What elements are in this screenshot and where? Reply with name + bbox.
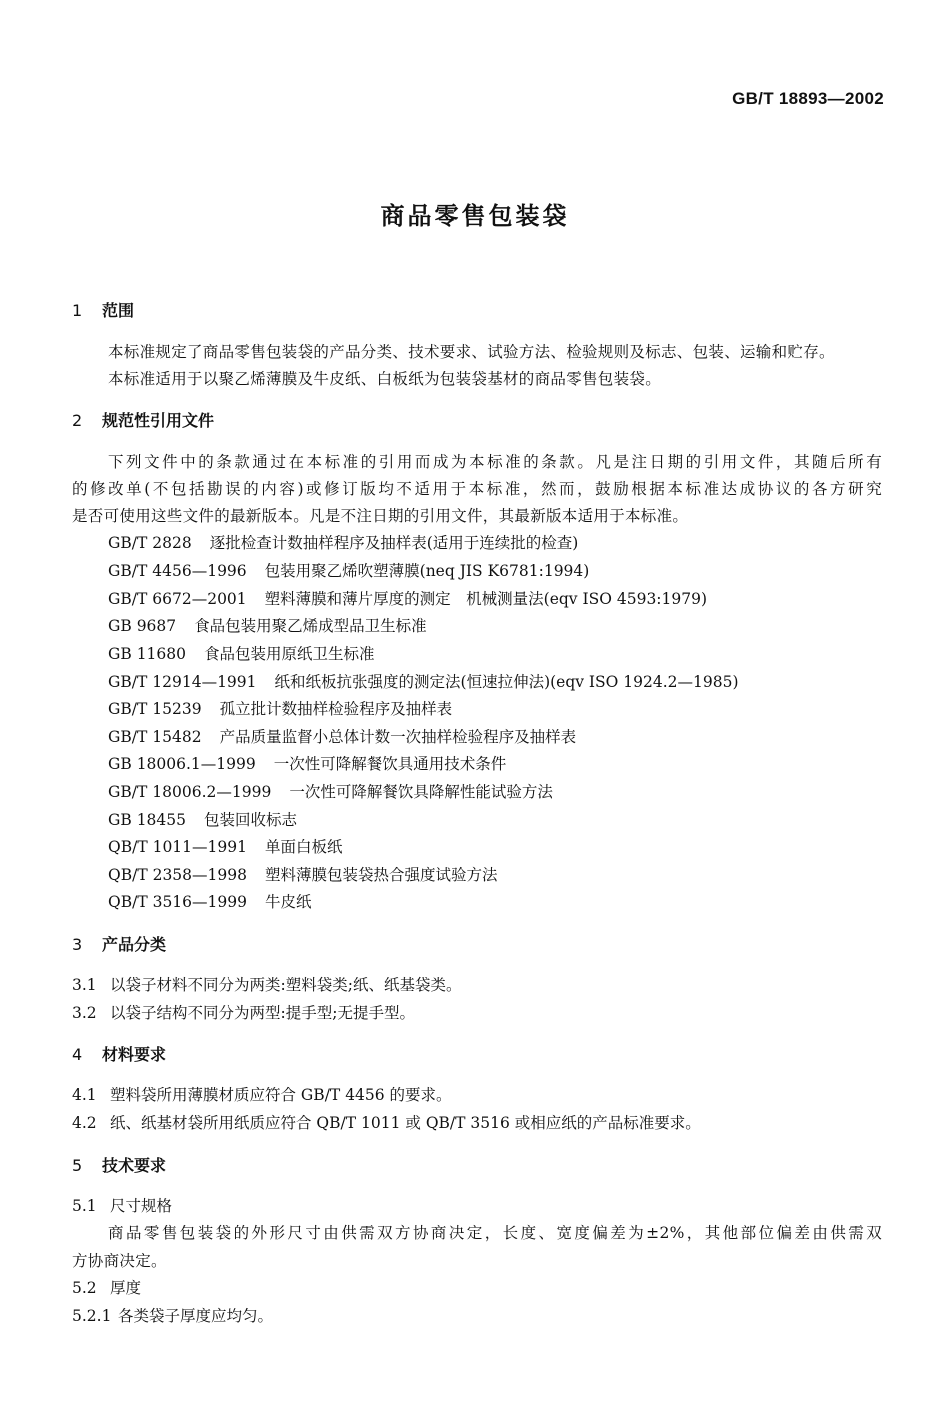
reference-item [108, 752, 506, 774]
clause-number: 4.2 [72, 1114, 97, 1132]
clause-text: 以袋子结构不同分为两型:提手型;无提手型。 [110, 1004, 415, 1022]
reference-item [108, 697, 452, 719]
clause-3-1 [72, 973, 461, 995]
size-paragraph-line-1: 商品零售包装袋的外形尺寸由供需双方协商决定，长度、宽度偏差为±2%，其他部位偏差由供需双 [108, 1224, 882, 1242]
reference-item [108, 670, 739, 692]
clause-text: 各类袋子厚度应均匀。 [118, 1307, 274, 1325]
section-title: 规范性引用文件 [102, 411, 215, 430]
reference-code: GB/T 12914—1991 [108, 673, 257, 691]
section-1-heading [72, 298, 134, 321]
clause-text: 塑料袋所用薄膜材质应符合 GB/T 4456 的要求。 [110, 1086, 452, 1104]
clause-5-2 [72, 1276, 141, 1298]
reference-item [108, 808, 297, 830]
reference-title: 孤立批计数抽样检验程序及抽样表 [219, 700, 453, 718]
reference-code: QB/T 2358—1998 [108, 866, 247, 884]
references-intro-line-3: 是否可使用这些文件的最新版本。凡是不注日期的引用文件，其最新版本适用于本标准。 [72, 507, 689, 525]
reference-title: 逐批检查计数抽样程序及抽样表(适用于连续批的检查) [209, 534, 579, 552]
references-intro-line-2: 的修改单(不包括勘误的内容)或修订版均不适用于本标准，然而，鼓励根据本标准达成协议的各方研究 [72, 480, 882, 498]
reference-item [108, 725, 576, 747]
section-number: 3 [72, 935, 83, 954]
document-title: 商品零售包装袋 [380, 202, 570, 230]
clause-text: 纸、纸基材袋所用纸质应符合 QB/T 1011 或 QB/T 3516 或相应纸的产品标准要求。 [110, 1114, 701, 1132]
section-title: 产品分类 [102, 935, 167, 954]
clause-number: 3.1 [72, 976, 97, 994]
section-title: 范围 [102, 301, 135, 320]
section-4-heading [72, 1042, 166, 1065]
references-intro-line-1: 下列文件中的条款通过在本标准的引用而成为本标准的条款。凡是注日期的引用文件，其随后所有 [108, 453, 882, 471]
reference-code: GB/T 2828 [108, 534, 192, 552]
section-2-heading [72, 408, 214, 431]
reference-title: 包装用聚乙烯吹塑薄膜(neq JIS K6781:1994) [264, 562, 590, 580]
reference-title: 塑料薄膜包装袋热合强度试验方法 [264, 866, 498, 884]
reference-title: 单面白板纸 [264, 838, 343, 856]
clause-text: 以袋子材料不同分为两类:塑料袋类;纸、纸基袋类。 [110, 976, 462, 994]
section-5-heading [72, 1153, 166, 1176]
reference-item [108, 890, 312, 912]
section-number: 2 [72, 411, 83, 430]
reference-code: GB/T 15482 [108, 728, 202, 746]
section-number: 5 [72, 1156, 83, 1175]
reference-code: GB 18006.1—1999 [108, 755, 256, 773]
reference-title: 一次性可降解餐饮具降解性能试验方法 [289, 783, 553, 801]
reference-title: 一次性可降解餐饮具通用技术条件 [273, 755, 507, 773]
clause-3-2 [72, 1001, 415, 1023]
reference-code: GB/T 4456—1996 [108, 562, 247, 580]
reference-code: GB 18455 [108, 811, 187, 829]
clause-number: 4.1 [72, 1086, 97, 1104]
clause-text: 尺寸规格 [110, 1197, 173, 1215]
reference-code: GB/T 18006.2—1999 [108, 783, 272, 801]
reference-title: 纸和纸板抗张强度的测定法(恒速拉伸法)(eqv ISO 1924.2—1985) [274, 673, 739, 691]
clause-number: 3.2 [72, 1004, 97, 1022]
reference-item [108, 863, 498, 885]
reference-title: 食品包装用原纸卫生标准 [204, 645, 375, 663]
reference-title: 塑料薄膜和薄片厚度的测定 机械测量法(eqv ISO 4593:1979) [264, 590, 708, 608]
reference-item [108, 642, 375, 664]
section-3-heading [72, 932, 166, 955]
reference-item [108, 587, 707, 609]
clause-number: 5.2.1 [72, 1307, 112, 1325]
section-number: 1 [72, 301, 83, 320]
reference-code: GB 11680 [108, 645, 187, 663]
reference-code: QB/T 1011—1991 [108, 838, 247, 856]
section-number: 4 [72, 1045, 83, 1064]
reference-title: 产品质量监督小总体计数一次抽样检验程序及抽样表 [219, 728, 577, 746]
reference-item [108, 835, 343, 857]
reference-code: QB/T 3516—1999 [108, 893, 247, 911]
reference-item [108, 531, 578, 553]
clause-number: 5.2 [72, 1279, 97, 1297]
size-paragraph-line-2: 方协商决定。 [72, 1252, 167, 1270]
scope-paragraph-2: 本标准适用于以聚乙烯薄膜及牛皮纸、白板纸为包装袋基材的商品零售包装袋。 [108, 370, 662, 388]
clause-5-1 [72, 1194, 172, 1216]
clause-4-2 [72, 1111, 701, 1133]
reference-item [108, 559, 589, 581]
reference-code: GB 9687 [108, 617, 177, 635]
clause-text: 厚度 [110, 1279, 142, 1297]
scope-paragraph-1: 本标准规定了商品零售包装袋的产品分类、技术要求、试验方法、检验规则及标志、包装、运输和贮存。 [108, 343, 835, 361]
standard-code: GB/T 18893—2002 [732, 89, 884, 108]
clause-number: 5.1 [72, 1197, 97, 1215]
reference-code: GB/T 6672—2001 [108, 590, 247, 608]
reference-item [108, 780, 553, 802]
reference-item [108, 614, 427, 636]
reference-title: 食品包装用聚乙烯成型品卫生标准 [194, 617, 427, 635]
section-title: 材料要求 [102, 1045, 167, 1064]
reference-title: 包装回收标志 [204, 811, 298, 829]
reference-code: GB/T 15239 [108, 700, 202, 718]
clause-5-2-1 [72, 1304, 273, 1326]
section-title: 技术要求 [102, 1156, 167, 1175]
clause-4-1 [72, 1083, 452, 1105]
reference-title: 牛皮纸 [264, 893, 312, 911]
